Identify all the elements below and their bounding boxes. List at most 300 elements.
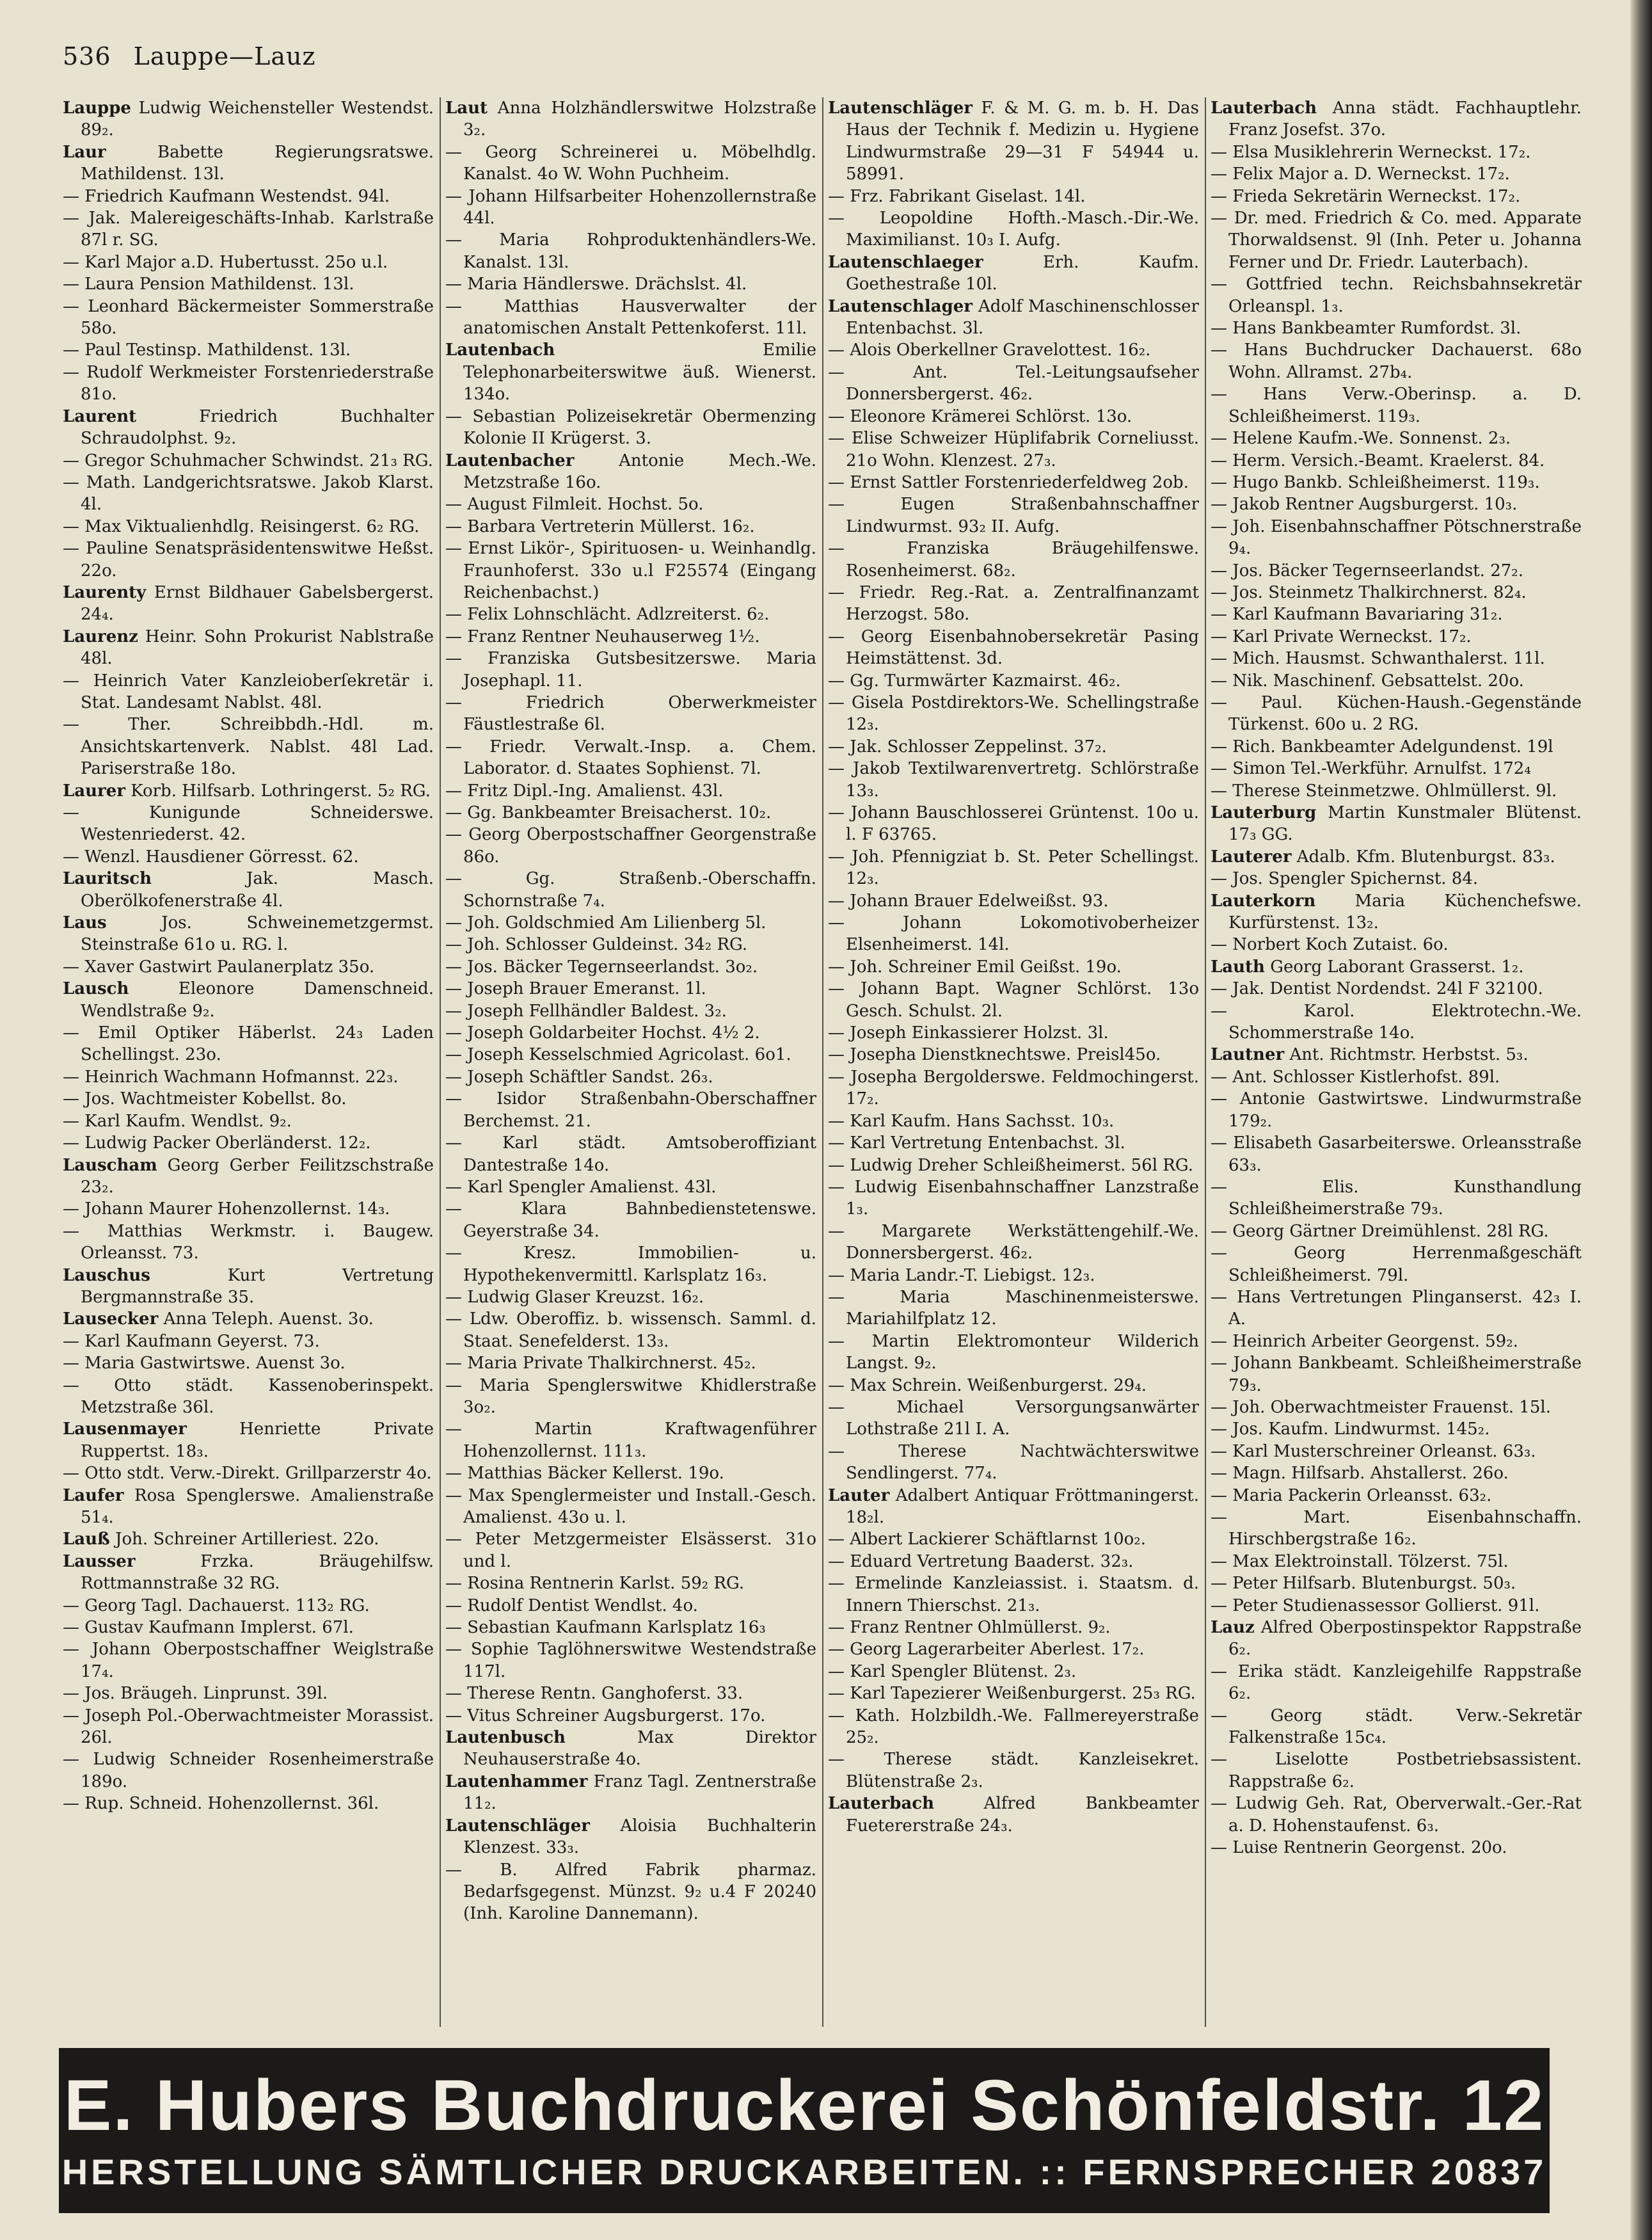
page-binding-edge [1630, 0, 1652, 2240]
entry-text: Jos. Wachtmeister Kobellst. 8o. [84, 1089, 347, 1109]
directory-entry [1211, 758, 1582, 780]
entry-text: Eleonore Damenschneid. Wendlstraße 9₂. [81, 979, 434, 1021]
directory-entry [1211, 1441, 1582, 1462]
directory-entry [63, 252, 434, 273]
directory-entry [828, 362, 1199, 406]
directory-entry [63, 207, 434, 252]
entry-text: Babette Regierungsratswe. Mathildenst. 13l. [81, 142, 434, 184]
directory-entry [1211, 516, 1582, 560]
directory-entry [63, 1265, 434, 1309]
directory-entry [63, 1331, 434, 1352]
entry-surname: Lauß [63, 1530, 110, 1549]
entry-text: Georg Gärtner Dreimühlenst. 28l RG. [1232, 1221, 1549, 1241]
entry-text: Joh. Schreiner Emil Geißst. 19o. [850, 957, 1122, 977]
directory-entry [828, 1572, 1199, 1617]
entry-text: Ant. Schlosser Kistlerhofst. 89l. [1232, 1067, 1500, 1087]
entry-text: Maria Spenglerswitwe Khidlerstraße 3o₂. [463, 1375, 816, 1417]
entry-text: Frieda Sekretärin Werneckst. 17₂. [1232, 186, 1521, 206]
entry-surname: Lauterburg [1211, 803, 1317, 822]
directory-entry [63, 273, 434, 295]
entry-text: Ernst Likör-, Spirituosen- u. Weinhandlg. Fraunhoferst. 33o u.l F25574 (Eingang Reichenbachst.) [463, 539, 816, 602]
directory-entry [828, 296, 1199, 340]
entry-text: Otto städt. Kassenoberinspekt. Metzstraße 36l. [81, 1375, 434, 1417]
directory-entry [1211, 780, 1582, 802]
entry-text: Matthias Hausverwalter der anatomischen Anstalt Pettenkoferst. 11l. [463, 296, 816, 339]
directory-entry [445, 97, 816, 141]
entry-text: Joh. Goldschmied Am Lilienberg 5l. [467, 913, 766, 933]
directory-entry [1211, 582, 1582, 604]
directory-entry [445, 1418, 816, 1462]
directory-entry [828, 626, 1199, 670]
directory-entry [445, 450, 816, 494]
directory-entry [445, 406, 816, 450]
entry-text: Kunigunde Schneiderswe. Westenriederst. 42. [81, 803, 434, 845]
directory-entry [828, 97, 1199, 186]
entry-text: Max Viktualienhdlg. Reisingerst. 6₂ RG. [84, 516, 420, 536]
directory-entry [63, 141, 434, 186]
directory-entry [828, 1683, 1199, 1704]
entry-text: Karol. Elektrotechn.-We. Schommerstraße 14o. [1228, 1001, 1582, 1043]
directory-entry [445, 493, 816, 515]
directory-entry [445, 1683, 816, 1704]
directory-entry [445, 1198, 816, 1242]
directory-entry [1211, 141, 1582, 163]
column-1 [63, 97, 434, 2027]
directory-entry [63, 1485, 434, 1529]
directory-entry [1211, 1793, 1582, 1837]
directory-entry [63, 582, 434, 626]
directory-entry [63, 1551, 434, 1595]
entry-text: Jak. Schlosser Zeppelinst. 37₂. [850, 737, 1107, 756]
entry-text: Ludwig Packer Oberländerst. 12₂. [84, 1133, 371, 1153]
entry-text: Peter Hilfsarb. Blutenburgst. 50₃. [1232, 1574, 1516, 1594]
directory-entry [1211, 1066, 1582, 1088]
entry-text: Johann Bankbeamt. Schleißheimerstraße 79₃. [1228, 1354, 1582, 1395]
directory-entry [445, 1572, 816, 1594]
directory-entry [1211, 1132, 1582, 1176]
directory-entry [1211, 736, 1582, 758]
directory-entry [1211, 1044, 1582, 1066]
entry-text: Kresz. Immobilien- u. Hypothekenvermittl. Karlsplatz 16₃. [463, 1244, 816, 1285]
directory-entry [63, 1418, 434, 1462]
entry-text: Gg. Bankbeamter Breisacherst. 10₂. [467, 803, 772, 822]
directory-columns [63, 97, 1584, 2027]
entry-text: Hugo Bankb. Schleißheimerst. 119₃. [1232, 472, 1540, 492]
entry-text: Elsa Musiklehrerin Werneckst. 17₂. [1232, 142, 1531, 162]
entry-text: Georg Gerber Feilitzschstraße 23₂. [81, 1155, 434, 1197]
entry-text: Martin Kraftwagenführer Hohenzollernst. 111₃. [463, 1420, 816, 1461]
directory-entry [1211, 1507, 1582, 1551]
entry-text: Karl Vertretung Entenbachst. 3l. [850, 1133, 1125, 1153]
directory-entry [828, 207, 1199, 252]
entry-text: Ludwig Geh. Rat, Oberverwalt.-Ger.-Rat a. D. Hohenstaufenst. 6₃. [1228, 1794, 1582, 1836]
directory-entry [445, 1528, 816, 1572]
entry-text: Georg Oberpostschaffner Georgenstraße 86o. [463, 825, 816, 867]
entry-text: Jos. Steinmetz Thalkirchnerst. 82₄. [1232, 582, 1527, 602]
directory-entry [1211, 626, 1582, 648]
entry-text: Gustav Kaufmann Implerst. 67l. [84, 1618, 354, 1638]
directory-entry [1211, 802, 1582, 846]
entry-text: Helene Kaufm.-We. Sonnenst. 2₃. [1232, 429, 1511, 449]
directory-entry [63, 670, 434, 714]
entry-text: Josepha Dienstknechtswe. Preisl45o. [850, 1045, 1161, 1065]
directory-entry [445, 736, 816, 780]
directory-entry [445, 934, 816, 956]
entry-text: Sophie Taglöhnerswitwe Westendstraße 117l. [463, 1640, 816, 1681]
directory-entry [1211, 1485, 1582, 1507]
entry-text: Norbert Koch Zutaist. 6o. [1232, 935, 1449, 955]
entry-text: Fritz Dipl.-Ing. Amalienst. 43l. [467, 781, 724, 801]
entry-text: Ant. Richtmstr. Herbstst. 5₃. [1289, 1045, 1529, 1065]
entry-text: Martin Elektromonteur Wilderich Langst. 9₂. [846, 1331, 1199, 1373]
directory-entry [1211, 868, 1582, 890]
entry-text: F. & M. G. m. b. H. Das Haus der Technik f. Medizin u. Hygiene Lindwurmstraße 29—31 F 54944 u. 58991. [846, 99, 1199, 184]
entry-text: Emilie Telephonarbeiterswitwe äuß. Wienerst. 134o. [463, 340, 816, 404]
entry-text: Jos. Bäcker Tegernseerlandst. 3o₂. [467, 957, 758, 977]
directory-entry [445, 1352, 816, 1374]
directory-entry [63, 1595, 434, 1617]
entry-text: Gisela Postdirektors-We. Schellingstraße 12₃. [846, 692, 1199, 735]
directory-entry [1211, 163, 1582, 185]
entry-text: Rosina Rentnerin Karlst. 59₂ RG. [467, 1574, 745, 1594]
entry-text: Peter Studienassessor Gollierst. 91l. [1232, 1596, 1540, 1615]
directory-entry [63, 1528, 434, 1550]
directory-entry [1211, 428, 1582, 449]
directory-entry [1211, 1661, 1582, 1705]
entry-text: Anna Teleph. Auenst. 3o. [163, 1309, 374, 1329]
entry-text: Leonhard Bäckermeister Sommerstraße 58o. [81, 296, 434, 339]
entry-text: Frz. Fabrikant Giselast. 14l. [850, 186, 1086, 206]
directory-entry [1211, 450, 1582, 472]
directory-entry [445, 780, 816, 802]
entry-text: Johann Bauschlosserei Grüntenst. 10o u. l. F 63765. [846, 803, 1199, 845]
entry-text: Maria Private Thalkirchnerst. 45₂. [467, 1354, 756, 1373]
entry-text: Emil Optiker Häberlst. 24₃ Laden Schellingst. 23o. [81, 1023, 434, 1065]
directory-entry [1211, 956, 1582, 978]
entry-surname: Laus [63, 913, 107, 933]
directory-entry [63, 1220, 434, 1265]
entry-text: Georg Eisenbahnobersekretär Pasing Heimstättenst. 3d. [846, 627, 1199, 669]
entry-text: Johann Hilfsarbeiter Hohenzollernstraße 44l. [463, 186, 816, 228]
directory-entry [63, 186, 434, 207]
directory-entry [828, 1638, 1199, 1660]
directory-entry [63, 802, 434, 846]
entry-text: Klara Bahnbedienstetenswe. Geyerstraße 34. [463, 1199, 816, 1241]
directory-entry [63, 406, 434, 450]
entry-text: Joseph Einkassierer Holzst. 3l. [850, 1023, 1109, 1043]
entry-surname: Lauterbach [828, 1794, 935, 1814]
entry-text: Johann Maurer Hohenzollernst. 14₃. [84, 1199, 390, 1219]
entry-text: Karl Kaufm. Wendlst. 9₂. [84, 1111, 292, 1131]
directory-entry [828, 1286, 1199, 1331]
entry-surname: Lauterkorn [1211, 891, 1316, 911]
directory-entry [445, 692, 816, 736]
entry-text: Adalbert Antiquar Fröttmaningerst. 18₂l. [846, 1485, 1199, 1527]
directory-entry [445, 1176, 816, 1198]
directory-entry [445, 1462, 816, 1484]
entry-text: Leopoldine Hofth.-Masch.-Dir.-We. Maximilianst. 10₃ I. Aufg. [846, 209, 1199, 250]
directory-entry [828, 736, 1199, 758]
entry-text: Max Schrein. Weißenburgerst. 29₄. [850, 1375, 1147, 1395]
entry-text: Anna städt. Fachhauptlehr. Franz Josefst. 37o. [1228, 99, 1582, 140]
entry-text: Joh. Schlosser Guldeinst. 34₂ RG. [467, 935, 748, 955]
entry-text: Maria Küchenchefswe. Kurfürstenst. 13₂. [1228, 891, 1582, 933]
entry-text: Hans Bankbeamter Rumfordst. 3l. [1232, 319, 1521, 339]
entry-text: Karl Musterschreiner Orleanst. 63₃. [1232, 1441, 1536, 1461]
entry-text: Jos. Kaufm. Lindwurmst. 145₂. [1232, 1420, 1490, 1439]
entry-text: Rudolf Dentist Wendlst. 4o. [467, 1596, 698, 1615]
entry-surname: Laurenz [63, 627, 138, 646]
entry-text: Antonie Mech.-We. Metzstraße 16o. [463, 451, 816, 492]
directory-entry [445, 273, 816, 295]
directory-entry [445, 1308, 816, 1352]
entry-text: Rudolf Werkmeister Forstenriederstraße 81o. [81, 362, 434, 404]
directory-entry [828, 1265, 1199, 1286]
entry-text: Joh. Pfennigziat b. St. Peter Schellingst. 12₃. [846, 847, 1199, 889]
directory-entry [63, 1683, 434, 1704]
entry-surname: Lauterer [1211, 847, 1292, 867]
entry-text: Math. Landgerichtsratswe. Jakob Klarst. 4l. [81, 472, 434, 515]
entry-surname: Lauscham [63, 1155, 157, 1175]
entry-text: Joseph Schäftler Sandst. 26₃. [467, 1067, 713, 1087]
entry-text: Peter Metzgermeister Elsässerst. 31o und l. [463, 1530, 816, 1571]
entry-text: Georg Herrenmaßgeschäft Schleißheimerst. 79l. [1228, 1244, 1582, 1285]
entry-text: Joseph Fellhändler Baldest. 3₂. [467, 1001, 727, 1021]
entry-text: Albert Lackierer Schäftlarnst 10o₂. [850, 1530, 1146, 1549]
directory-entry [828, 758, 1199, 802]
entry-text: Ant. Tel.-Leitungsaufseher Donnersbergerst. 46₂. [846, 362, 1199, 404]
entry-text: Friedr. Verwalt.-Insp. a. Chem. Laborator. d. Staates Sophienst. 7l. [463, 737, 816, 779]
entry-text: Matthias Bäcker Kellerst. 19o. [467, 1464, 724, 1484]
directory-entry [1211, 273, 1582, 317]
entry-text: Karl Spengler Amalienst. 43l. [467, 1177, 717, 1197]
entry-text: Isidor Straßenbahn-Oberschaffner Berchemst. 21. [463, 1089, 816, 1131]
directory-entry [1211, 383, 1582, 428]
directory-entry [828, 1793, 1199, 1837]
directory-entry [63, 714, 434, 780]
directory-entry [63, 516, 434, 538]
entry-text: Sebastian Kaufmann Karlsplatz 16₃ [467, 1618, 766, 1638]
directory-entry [828, 406, 1199, 428]
entry-text: Barbara Vertreterin Müllerst. 16₂. [467, 516, 755, 536]
directory-entry [63, 1375, 434, 1419]
entry-text: Magn. Hilfsarb. Ahstallerst. 26o. [1232, 1464, 1509, 1484]
directory-entry [445, 141, 816, 186]
directory-entry [445, 1815, 816, 1859]
directory-entry [828, 890, 1199, 912]
directory-entry [1211, 1705, 1582, 1749]
directory-entry [828, 1617, 1199, 1638]
directory-entry [63, 912, 434, 956]
entry-text: Alfred Oberpostinspektor Rappstraße 6₂. [1228, 1618, 1582, 1660]
directory-entry [445, 1000, 816, 1022]
column-4 [1211, 97, 1582, 2027]
entry-surname: Lausser [63, 1551, 136, 1571]
entry-text: Ludwig Dreher Schleißheimerst. 56l RG. [850, 1155, 1193, 1175]
entry-text: Paul. Küchen-Haush.-Gegenstände Türkenst. 60o u. 2 RG. [1228, 692, 1582, 735]
entry-surname: Laufer [63, 1485, 124, 1505]
directory-entry [1211, 1242, 1582, 1286]
directory-entry [63, 1617, 434, 1638]
entry-text: Maria Packerin Orleansst. 63₂. [1232, 1485, 1492, 1505]
entry-text: Gottfried techn. Reichsbahnsekretär Orleanspl. 1₃. [1228, 275, 1582, 316]
entry-text: Henriette Private Ruppertst. 18₃. [81, 1420, 434, 1461]
directory-entry [828, 582, 1199, 626]
directory-entry [445, 516, 816, 538]
entry-text: Heinrich Arbeiter Georgenst. 59₂. [1232, 1331, 1518, 1351]
entry-text: Mart. Eisenbahnschaffn. Hirschbergstraße 16₂. [1228, 1508, 1582, 1549]
directory-entry [63, 1088, 434, 1110]
directory-entry [63, 450, 434, 472]
entry-text: Franziska Gutsbesitzerswe. Maria Josephapl. 11. [463, 649, 816, 691]
directory-entry [63, 780, 434, 802]
entry-text: Antonie Gastwirtswe. Lindwurmstraße 179₂. [1228, 1089, 1582, 1131]
entry-text: Georg städt. Verw.-Sekretär Falkenstraße 15c₄. [1228, 1706, 1582, 1748]
directory-entry [445, 802, 816, 824]
entry-text: Max Spenglermeister und Install.-Gesch. Amalienst. 43o u. l. [463, 1485, 816, 1527]
entry-text: Adolf Maschinenschlosser Entenbachst. 3l. [846, 296, 1199, 339]
entry-surname: Lausch [63, 979, 129, 999]
directory-entry [445, 868, 816, 912]
entry-text: Ermelinde Kanzleiassist. i. Staatsm. d. Innern Thierschst. 21₃. [846, 1574, 1199, 1615]
entry-text: Michael Versorgungsanwärter Lothstraße 21l I. A. [846, 1397, 1199, 1439]
directory-entry [445, 1638, 816, 1683]
directory-entry [445, 1022, 816, 1044]
entry-text: Gg. Turmwärter Kazmairst. 46₂. [850, 671, 1121, 691]
entry-text: Pauline Senatspräsidentenswitwe Heßst. 22o. [81, 539, 434, 580]
entry-text: Mich. Hausmst. Schwanthalerst. 11l. [1232, 649, 1545, 669]
entry-text: Sebastian Polizeisekretär Obermenzing Kolonie II Krügerst. 3. [463, 406, 816, 449]
directory-entry [1211, 604, 1582, 625]
directory-entry [828, 1396, 1199, 1441]
directory-entry [445, 538, 816, 604]
directory-entry [63, 296, 434, 340]
entry-surname: Lautenbusch [445, 1728, 566, 1748]
directory-entry [1211, 978, 1582, 1000]
entry-text: Ludwig Glaser Kreuzst. 16₂. [467, 1287, 704, 1307]
directory-entry [828, 1331, 1199, 1375]
entry-text: Eduard Vertretung Baaderst. 32₃. [850, 1551, 1134, 1571]
directory-entry [63, 97, 434, 141]
directory-entry [828, 1661, 1199, 1683]
entry-text: Maria Maschinenmeisterswe. Mariahilfplatz 12. [846, 1287, 1199, 1329]
entry-text: Karl Kaufmann Geyerst. 73. [84, 1331, 320, 1351]
entry-text: Hans Buchdrucker Dachauerst. 68o Wohn. Allramst. 27b₄. [1228, 340, 1582, 382]
entry-text: Erh. Kaufm. Goethestraße 10l. [846, 252, 1199, 294]
directory-entry [445, 229, 816, 273]
entry-text: Rup. Schneid. Hohenzollernst. 36l. [84, 1794, 379, 1814]
directory-entry [1211, 692, 1582, 736]
entry-surname: Lauth [1211, 957, 1265, 977]
entry-surname: Lautenhammer [445, 1772, 588, 1791]
entry-text: Frzka. Bräugehilfsw. Rottmannstraße 32 RG. [81, 1551, 434, 1594]
entry-text: Gg. Straßenb.-Oberschaffn. Schornstraße 7₄. [463, 869, 816, 911]
directory-entry [1211, 1551, 1582, 1572]
entry-text: Ldw. Oberoffiz. b. wissensch. Samml. d. Staat. Senefelderst. 13₃. [463, 1309, 816, 1351]
entry-text: Jak. Malereigeschäfts-Inhab. Karlstraße 87l r. SG. [81, 209, 434, 250]
page-header [63, 42, 316, 81]
entry-text: Joseph Goldarbeiter Hochst. 4½ 2. [467, 1023, 760, 1043]
directory-entry [63, 538, 434, 582]
entry-text: Friedrich Kaufmann Westendst. 94l. [84, 186, 390, 206]
entry-text: Matthias Werkmstr. i. Baugew. Orleansst. 73. [81, 1221, 434, 1263]
directory-entry [445, 1859, 816, 1925]
directory-entry [445, 1485, 816, 1529]
entry-text: Laura Pension Mathildenst. 13l. [84, 275, 354, 294]
directory-entry [828, 802, 1199, 846]
directory-entry [1211, 1088, 1582, 1132]
entry-text: Korb. Hilfsarb. Lothringerst. 5₂ RG. [131, 781, 431, 801]
entry-surname: Lausenmayer [63, 1420, 187, 1439]
directory-entry [1211, 1572, 1582, 1594]
entry-text: Joh. Schreiner Artilleriest. 22o. [115, 1530, 379, 1549]
entry-surname: Lautenschläger [828, 99, 973, 118]
entry-text: Ernst Sattler Forstenriederfeldweg 2ob. [850, 472, 1189, 492]
entry-surname: Lausecker [63, 1309, 159, 1329]
entry-text: Elise Schweizer Hüplifabrik Corneliusst. 21o Wohn. Klenzest. 27₃. [846, 429, 1199, 470]
directory-entry [828, 978, 1199, 1022]
directory-entry [1211, 1331, 1582, 1352]
directory-entry [1211, 186, 1582, 207]
directory-entry [828, 1220, 1199, 1265]
entry-text: Johann Lokomotivoberheizer Elsenheimerst. 14l. [846, 913, 1199, 955]
directory-entry [445, 296, 816, 340]
entry-text: Georg Tagl. Dachauerst. 113₂ RG. [84, 1596, 370, 1615]
directory-entry [1211, 493, 1582, 515]
directory-entry [445, 604, 816, 625]
directory-entry [1211, 1462, 1582, 1484]
ad-headline: E. Hubers Buchdruckerei Schönfeldstr. 12 [63, 2065, 1545, 2145]
entry-surname: Lauschus [63, 1265, 150, 1285]
directory-entry [445, 1132, 816, 1176]
entry-text: Karl städt. Amtsoberoffiziant Dantestraße 14o. [463, 1133, 816, 1175]
entry-text: Jos. Bräugeh. Linprunst. 39l. [84, 1684, 328, 1704]
directory-entry [445, 1771, 816, 1815]
directory-entry [828, 1441, 1199, 1485]
directory-entry [828, 1044, 1199, 1066]
directory-entry [828, 1705, 1199, 1749]
column-divider [440, 97, 441, 2027]
entry-text: Liselotte Postbetriebsassistent. Rappstraße 6₂. [1228, 1750, 1582, 1791]
entry-text: Maria Gastwirtswe. Auenst 3o. [84, 1354, 345, 1373]
entry-text: Jos. Spengler Spichernst. 84. [1232, 869, 1479, 889]
entry-text: Karl Major a.D. Hubertusst. 25o u.l. [84, 252, 388, 272]
directory-entry [1211, 846, 1582, 868]
entry-surname: Laurent [63, 406, 137, 426]
directory-entry [1211, 1595, 1582, 1617]
directory-entry [1211, 1748, 1582, 1793]
directory-entry [445, 1242, 816, 1286]
directory-entry [1211, 1418, 1582, 1440]
entry-text: Georg Schreinerei u. Möbelhdlg. Kanalst. 4o W. Wohn Puchheim. [463, 142, 816, 184]
directory-entry [63, 626, 434, 670]
directory-entry [1211, 317, 1582, 339]
entry-text: Rosa Spenglerswe. Amalienstraße 51₄. [81, 1485, 434, 1527]
entry-text: Therese Steinmetzwe. Ohlmüllerst. 9l. [1232, 781, 1557, 801]
entry-text: Felix Lohnschlächt. Adlzreiterst. 6₂. [467, 605, 770, 625]
entry-text: Ernst Bildhauer Gabelsbergerst. 24₄. [81, 582, 434, 625]
entry-text: Simon Tel.-Werkführ. Arnulfst. 172₄ [1232, 759, 1531, 779]
entry-text: Johann Brauer Edelweißst. 93. [850, 891, 1109, 911]
entry-text: Friedrich Oberwerkmeister Fäustlestraße 6l. [463, 692, 816, 735]
directory-entry [63, 1022, 434, 1066]
directory-entry [445, 956, 816, 978]
entry-text: Franziska Bräugehilfenswe. Rosenheimerst. 68₂. [846, 539, 1199, 580]
entry-surname: Lautenschlaeger [828, 252, 983, 272]
directory-entry [1211, 339, 1582, 383]
entry-text: Franz Rentner Ohlmüllerst. 9₂. [850, 1618, 1111, 1638]
entry-text: Heinr. Sohn Prokurist Nablstraße 48l. [81, 627, 434, 669]
